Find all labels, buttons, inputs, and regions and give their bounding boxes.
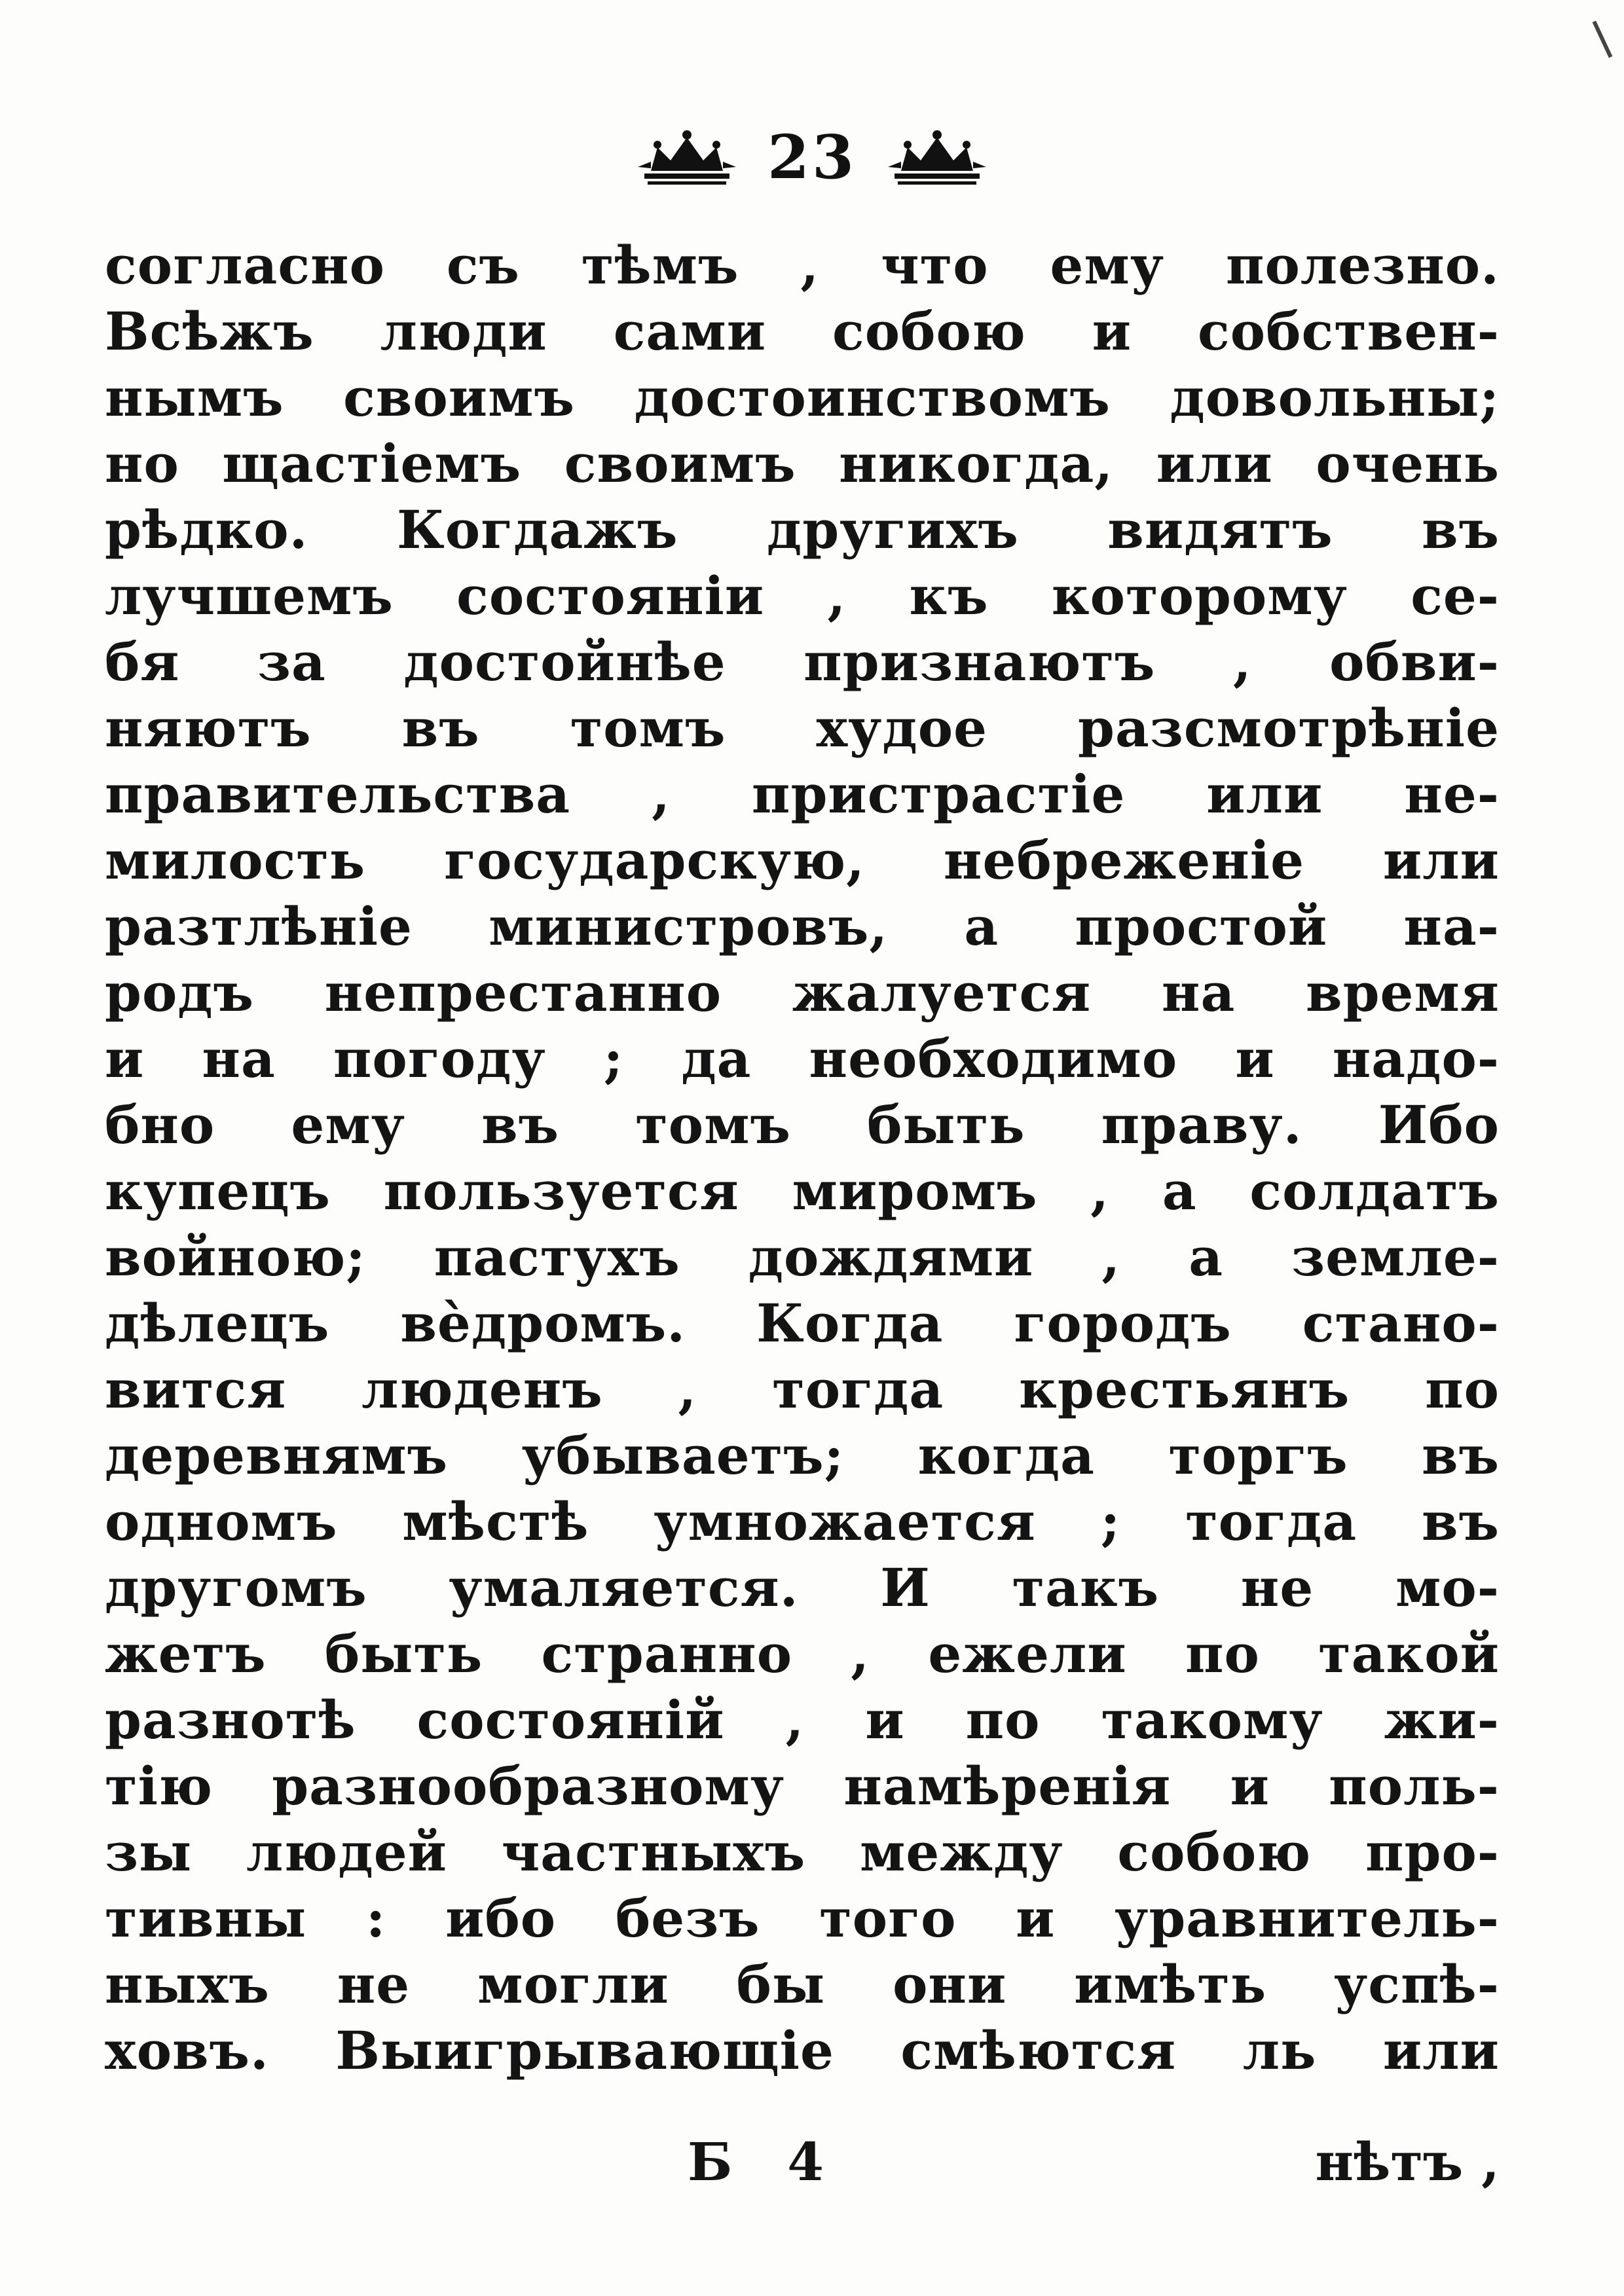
text-line: лучшемъ состояніи , къ которому се-	[105, 565, 1500, 627]
text-line: другомъ умаляется. И такъ не мо-	[105, 1557, 1500, 1618]
text-line: дѣлецъ вѐдромъ. Когда городъ стано-	[105, 1292, 1500, 1354]
text-line: одномъ мѣстѣ умножается ; тогда въ	[105, 1491, 1500, 1552]
text-line: рѣдко. Когдажъ другихъ видятъ въ	[105, 499, 1500, 560]
text-line: согласно съ тѣмъ , что ему полезно.	[105, 234, 1500, 296]
text-line: бно ему въ томъ быть праву. Ибо	[105, 1094, 1500, 1156]
catchword: нѣтъ ,	[1315, 2131, 1500, 2193]
text-line: правительства , пристрастіе или не-	[105, 763, 1500, 825]
crown-ornament-icon	[638, 128, 736, 187]
text-line: ховъ. Выигрывающіе смѣются ль или	[105, 2020, 1500, 2081]
text-line: тію разнообразному намѣренія и поль-	[105, 1755, 1500, 1817]
text-line: но щастіемъ своимъ никогда, или очень	[105, 433, 1500, 494]
text-line: и на погоду ; да необходимо и надо-	[105, 1028, 1500, 1089]
text-line: родъ непрестанно жалуется на время	[105, 962, 1500, 1023]
text-line: купецъ пользуется миромъ , а солдатъ	[105, 1160, 1500, 1222]
text-line: зы людей частныхъ между собою про-	[105, 1821, 1500, 1883]
text-line: няютъ въ томъ худое разсмотрѣніе	[105, 697, 1500, 759]
crown-ornament-icon	[888, 128, 986, 187]
text-line: бя за достойнѣе признаютъ , обви-	[105, 631, 1500, 693]
page-footer	[0, 2131, 1624, 2203]
text-line: ныхъ не могли бы они имѣть успѣ-	[105, 1954, 1500, 2015]
signature-mark: Б 4	[688, 2131, 842, 2193]
text-line: разтлѣніе министровъ, а простой на-	[105, 896, 1500, 957]
text-line: милость государскую, небреженіе или	[105, 829, 1500, 891]
page-header	[0, 121, 1624, 193]
text-line: Всѣжъ люди сами собою и собствен-	[105, 301, 1500, 362]
text-line: деревнямъ убываетъ; когда торгъ въ	[105, 1425, 1500, 1486]
text-line: вится люденъ , тогда крестьянъ по	[105, 1358, 1500, 1420]
text-line: нымъ своимъ достоинствомъ довольны;	[105, 367, 1500, 428]
body-text	[105, 232, 1500, 2084]
text-line: жетъ быть странно , ежели по такой	[105, 1623, 1500, 1685]
margin-scratch	[1593, 21, 1613, 58]
text-line: войною; пастухъ дождями , а земле-	[105, 1226, 1500, 1288]
page-number: 23	[767, 122, 857, 192]
text-line: тивны : ибо безъ того и уравнитель-	[105, 1887, 1500, 1949]
text-line: разнотѣ состояній , и по такому жи-	[105, 1689, 1500, 1751]
